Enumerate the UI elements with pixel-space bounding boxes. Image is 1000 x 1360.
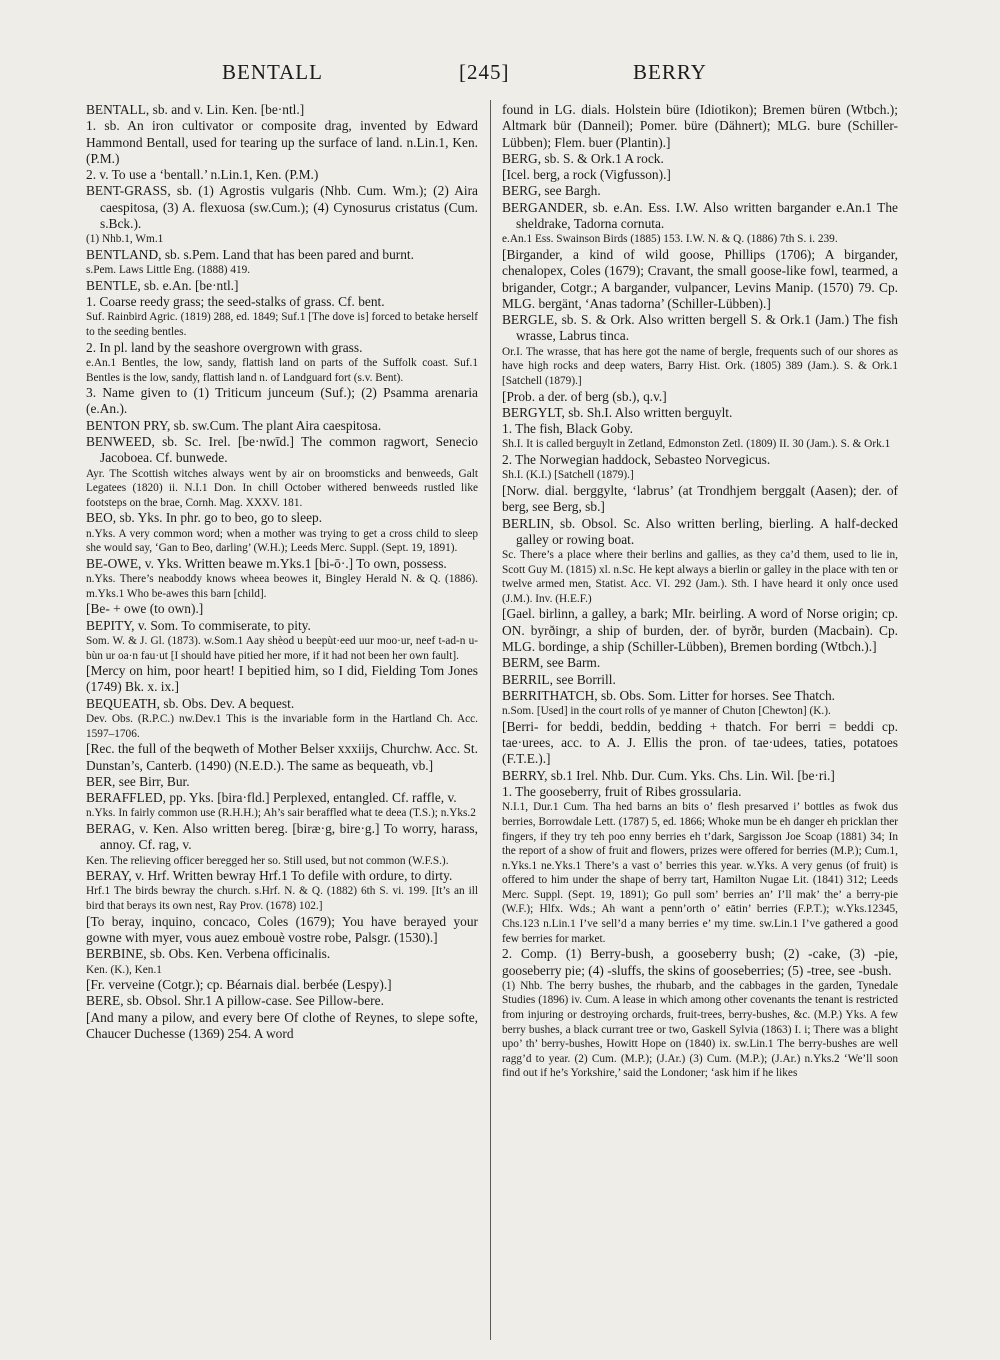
entry-text: Ken. (K.), Ken.1 — [86, 963, 162, 976]
dictionary-entry: BE-OWE, v. Yks. Written beawe m.Yks.1 [bi-ō·.] To own, possess. — [86, 555, 447, 571]
entry-text: N.I.1, Dur.1 Cum. Tha hed barns an bits o’ flesh presarved i’ bottles as fwok dus berries, Borrowdale Lett. (1787) 5, ed. 1866; Whoke mun be eh danger eh pricklan ther fingers, if they try teh poo enny berries eh t’dark, Sargisson Joe Scoap (1881) 34; In the report of a show of fruit and flowers, prizes were offered for berries (M.P.); Cum.1, n.Yks.1 ne.Yks.1 There’s a vast o’ berries this year. w.Yks. A very genus (of fruit) is offered to him under the shape of berry tart, Hamilton Nugae Lit. (1841) 312; Leeds Merc. Suppl. (Sept. 19, 1891); Go pull som’ berries an’ I’ll mak’ the’ a berry-pie (W.F.); Hlfx. Wds.; Ah want a penn’orth o’ eātin’ berries (F.P.T.); w.Yks.12345, Chs.123 n.Lin.1 I’ve sell’d a many berries e’ my time. sw.Lin.1 I’ve gathered a good few berries for market. — [502, 801, 898, 945]
dictionary-entry: BERGYLT, sb. Sh.I. Also written berguylt. — [502, 404, 733, 420]
entry-text: n.Som. [Used] in the court rolls of ye manner of Chuton [Chewton] (K.). — [502, 705, 831, 718]
dictionary-entry: BENT-GRASS, sb. (1) Agrostis vulgaris (Nhb. Cum. Wm.); (2) Aira caespitosa, (3) A. flexuosa (sw.Cum.); (4) Cynosurus cristatus (Cum. s.Bck.). — [86, 183, 478, 232]
dictionary-entry: BEPITY, v. Som. To commiserate, to pity. — [86, 617, 311, 633]
page-header — [0, 60, 1000, 90]
dictionary-entry: BERAG, v. Ken. Also written bereg. [biræ·g, bire·g.] To worry, harass, annoy. Cf. rag, v. — [86, 821, 478, 853]
dictionary-entry: BENTLAND, sb. s.Pem. Land that has been pared and burnt. — [86, 246, 414, 262]
entry-text: [Fr. verveine (Cotgr.); cp. Béarnais dial. berbée (Lespy).] — [86, 977, 392, 993]
dictionary-entry: BER, see Birr, Bur. — [86, 773, 190, 789]
entry-text: Sc. There’s a place where their berlins and gallies, as they ca’d them, used to lie in, Scott Guy M. (1815) xl. n.Sc. He kept always a bierlin or galley in the place with ten or twelve armed men, Statist. Acc. VI. 292 (Jam.). Sth. I have heard it only once used (J.M.). Inv. (H.E.F.) — [502, 549, 898, 605]
column-divider — [490, 100, 491, 1340]
entry-text: n.Yks. A very common word; when a mother was trying to get a cross child to sleep she would say, ‘Gan to Beo, darling’ (W.H.); Leeds Merc. Suppl. (Sept. 19, 1891). — [86, 527, 478, 555]
entry-text: Or.I. The wrasse, that has here got the name of bergle, frequents such of our shores as have high rocks and deep waters, Barry Hist. Ork. (1805) 389 (Jam.). S. & Ork.1 [Satchell (1879).] — [502, 345, 898, 387]
page-number: [245] — [459, 60, 510, 84]
entry-text: e.An.1 Ess. Swainson Birds (1885) 153. I.W. N. & Q. (1886) 7th S. i. 239. — [502, 233, 838, 246]
entry-text: (1) Nhb.1, Wm.1 — [86, 233, 164, 246]
entry-text: 2. In pl. land by the seashore overgrown with grass. — [86, 339, 363, 355]
dictionary-entry: BENTLE, sb. e.An. [be·ntl.] — [86, 277, 239, 293]
dictionary-entry: BENTON PRY, sb. sw.Cum. The plant Aira caespitosa. — [86, 417, 382, 433]
entry-text: 2. The Norwegian haddock, Sebasteo Norvegicus. — [502, 452, 771, 468]
entry-text: [To beray, inquino, concaco, Coles (1679); You have berayed your gowne with myer, vous auez embouè vostre robe, Palsgr. (1530).] — [86, 913, 478, 945]
dictionary-entry: BERRITHATCH, sb. Obs. Som. Litter for horses. See Thatch. — [502, 687, 835, 703]
dictionary-entry: BEQUEATH, sb. Obs. Dev. A bequest. — [86, 695, 295, 711]
entry-text: e.An.1 Bentles, the low, sandy, flattish land on parts of the Suffolk coast. Suf.1 Bentles is the low, sandy, flattish land n. of Landguard fort (s.v. Bent). — [86, 356, 478, 384]
dictionary-entry: BERAFFLED, pp. Yks. [bira·fld.] Perplexed, entangled. Cf. raffle, v. — [86, 790, 457, 806]
entry-text: [And many a pilow, and every bere Of clothe of Reynes, to slepe softe, Chaucer Duchesse (1369) 254. A word — [86, 1009, 478, 1042]
entry-text: Hrf.1 The birds bewray the church. s.Hrf. N. & Q. (1882) 6th S. vi. 199. [It’s an ill bird that berays its own nest, Ray Prov. (1678) 102.] — [86, 885, 478, 913]
entry-text: 1. sb. An iron cultivator or composite drag, invented by Edward Hammond Bentall, used for tearing up the surface of land. n.Lin.1, Ken. (P.M.) — [86, 118, 478, 166]
dictionary-entry: BERM, see Barm. — [502, 655, 601, 671]
entry-text: 3. Name given to (1) Triticum junceum (Suf.); (2) Psamma arenaria (e.An.). — [86, 385, 478, 417]
dictionary-entry: BERRIL, see Borrill. — [502, 671, 616, 687]
entry-text: Dev. Obs. (R.P.C.) nw.Dev.1 This is the invariable form in the Hartland Ch. Acc. 1597–1706. — [86, 713, 478, 740]
dictionary-entry: BERLIN, sb. Obsol. Sc. Also written berling, bierling. A half-decked galley or rowing boat. — [502, 515, 898, 547]
entry-text: [Norw. dial. berggylte, ‘labrus’ (at Trondhjem berggalt (Aasen); der. of berg, see Berg, sb.] — [502, 482, 898, 515]
entry-text: [Rec. the full of the beqweth of Mother Belser xxxiijs, Churchw. Acc. St. Dunstan’s, Canterb. (1490) (N.E.D.). The same as bequeath, vb.] — [86, 741, 478, 773]
entry-text: 2. v. To use a ‘bentall.’ n.Lin.1, Ken. (P.M.) — [86, 167, 319, 183]
entry-text: Ken. The relieving officer beregged her so. Still used, but not common (W.F.S.). — [86, 854, 449, 867]
dictionary-entry: BERGANDER, sb. e.An. Ess. I.W. Also written bargander e.An.1 The sheldrake, Tadorna cornuta. — [502, 199, 898, 232]
entry-text: [Mercy on him, poor heart! I bepitied him, so I did, Fielding Tom Jones (1749) Bk. x. ix.] — [86, 663, 478, 695]
entry-text: [Berri- for beddi, beddin, bedding + thatch. For berri = beddi cp. tae·urees, acc. to A. J. Ellis the pron. of tae·udees, taties, potatoes (F.T.E.).] — [502, 718, 898, 767]
entry-text: Som. W. & J. Gl. (1873). w.Som.1 Aay shèod u beepùt·eed uur moo·ur, neef t-ad-n u-bùn ur oa·n fau·ut [I should have pitied her more, if it had not been her own fault]. — [86, 634, 478, 662]
dictionary-entry: BERG, sb. S. & Ork.1 A rock. — [502, 150, 664, 166]
entry-text: [Prob. a der. of berg (sb.), q.v.] — [502, 388, 667, 404]
entry-text: n.Yks. In fairly common use (R.H.H.); Ah’s sair beraffled what te deea (T.S.); n.Yks.2 — [86, 807, 476, 820]
entry-text: Suf. Rainbird Agric. (1819) 288, ed. 1849; Suf.1 [The dove is] forced to betake herself to the seeding bentles. — [86, 311, 478, 339]
entry-text: Sh.I. It is called berguylt in Zetland, Edmonston Zetl. (1809) II. 30 (Jam.). S. & Ork.1 — [502, 438, 891, 451]
dictionary-entry: BERRY, sb.1 Irel. Nhb. Dur. Cum. Yks. Chs. Lin. Wil. [be·ri.] — [502, 767, 835, 783]
entry-text: Ayr. The Scottish witches always went by air on broomsticks and benweeds, Galt Legatees (1820) ii. N.I.1 Don. In chill October withered benweeds rustled like footsteps on the brae, Cornh. Mag. XXXV. 181. — [86, 467, 478, 509]
entry-text: 1. The fish, Black Goby. — [502, 421, 633, 437]
dictionary-entry: BERE, sb. Obsol. Shr.1 A pillow-case. See Pillow-bere. — [86, 993, 384, 1009]
entry-text: [Gael. birlinn, a galley, a bark; MIr. beirling. A word of Norse origin; cp. ON. byrðingr, a ship of burden, der. of byrðr, burden (Macbain). Cp. MLG. bordinge, a ship (Schiller-Lübben), Bremen bording (Wtbch.).] — [502, 606, 898, 655]
left-column — [86, 102, 478, 1337]
entry-text: [Icel. berg, a rock (Vigfusson).] — [502, 167, 671, 183]
entry-text: 1. The gooseberry, fruit of Ribes grossularia. — [502, 784, 742, 800]
header-first-entry: BENTALL — [222, 60, 323, 84]
entry-text: 1. Coarse reedy grass; the seed-stalks of grass. Cf. bent. — [86, 294, 385, 310]
header-last-entry: BERRY — [633, 60, 707, 84]
entry-text: found in LG. dials. Holstein büre (Idiotikon); Bremen büren (Wtbch.); Altmark bür (Danneil); Pomer. büre (Dähnert); MLG. bure (Schiller-Lübben); Flem. buer (Plantin).] — [502, 102, 898, 150]
entry-text: (1) Nhb. The berry bushes, the rhubarb, and the cabbages in the garden, Tynedale Studies (1896) iv. Cum. A lease in which among other covenants the tenant is restricted from injuring or destroying orchards, fruit-trees, berry-bushes, &c. (M.P.) Yks. A few berry bushes, a black currant tree or two, Gaskell Sylvia (1863) I. i; There was a blight upo’ th’ berry-bushes, Howitt Hope on (1840) ix. sw.Lin.1 The berry-bushes are well ragg’d to year. (2) Cum. (M.P.); (J.Ar.) (3) Cum. (M.P.); (J.Ar.) n.Yks.2 ‘We’ll soon find out if he’s Yorkshire,’ said the Londoner; ‘ask him if he likes — [502, 979, 898, 1080]
dictionary-entry: BENTALL, sb. and v. Lin. Ken. [be·ntl.] — [86, 102, 305, 117]
entry-text: 2. Comp. (1) Berry-bush, a gooseberry bush; (2) -cake, (3) -pie, gooseberry pie; (4) -sluffs, the skins of gooseberries; (5) -tree, see -bush. — [502, 946, 898, 978]
dictionary-entry: BERBINE, sb. Obs. Ken. Verbena officinalis. — [86, 946, 331, 962]
dictionary-entry: BEO, sb. Yks. In phr. go to beo, go to sleep. — [86, 510, 323, 526]
dictionary-entry: BERG, see Bargh. — [502, 183, 601, 199]
dictionary-entry: BERGLE, sb. S. & Ork. Also written bergell S. & Ork.1 (Jam.) The fish wrasse, Labrus tinca. — [502, 312, 898, 344]
right-column — [502, 102, 898, 1337]
entry-text: Sh.I. (K.I.) [Satchell (1879).] — [502, 469, 634, 482]
entry-text: n.Yks. There’s neaboddy knows wheea beowes it, Bingley Herald N. & Q. (1886). m.Yks.1 Who be-awes this barn [child]. — [86, 573, 478, 600]
entry-text: [Be- + owe (to own).] — [86, 601, 204, 617]
dictionary-entry: BERAY, v. Hrf. Written bewray Hrf.1 To defile with ordure, to dirty. — [86, 868, 453, 884]
entry-text: s.Pem. Laws Little Eng. (1888) 419. — [86, 264, 251, 277]
entry-text: [Birgander, a kind of wild goose, Phillips (1706); A birgander, chenalopex, Coles (1679); Cravant, the small goose-like fowl, tearmed, a brigander, Cotgr.; A bargander, vulpancer, Levins Manip. (1570) 79. Cp. MLG. bergänt, ‘Anas tadorna’ (Schiller-Lübben).] — [502, 246, 898, 311]
dictionary-entry: BENWEED, sb. Sc. Irel. [be·nwīd.] The common ragwort, Senecio Jacoboea. Cf. bunwede. — [86, 434, 478, 466]
